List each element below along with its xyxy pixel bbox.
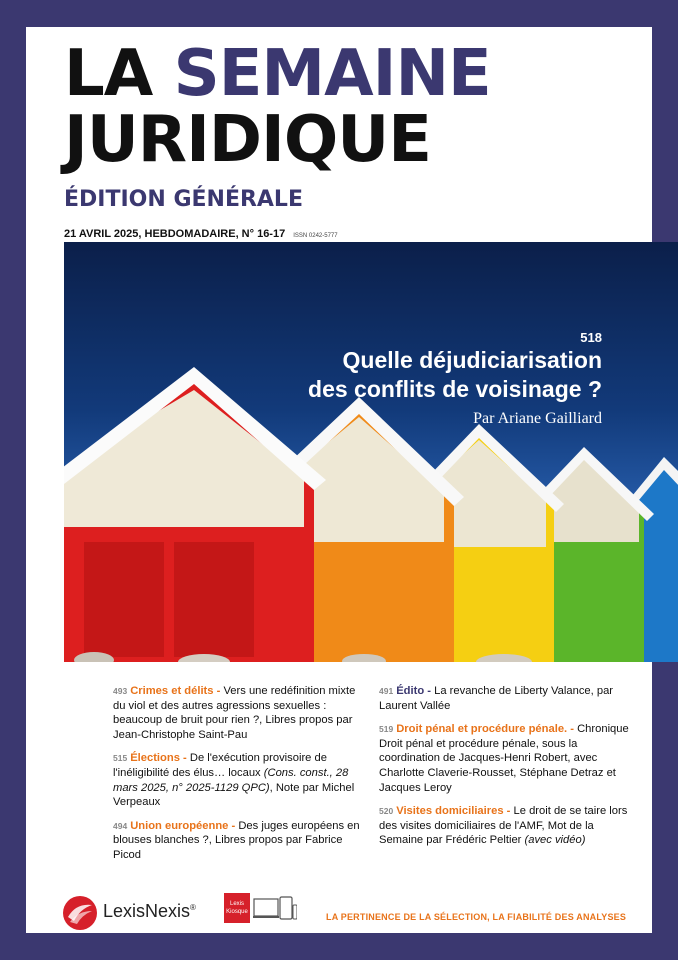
masthead-la: LA	[64, 37, 153, 111]
entry-reference: (Cons. const., 28 mars 2025, n° 2025-1129 QPC)	[113, 766, 349, 794]
entry-rubric: Visites domiciliaires -	[396, 805, 511, 818]
hut-red	[64, 367, 326, 662]
brand-registered: ®	[190, 903, 196, 912]
entry-number: 520	[379, 806, 394, 817]
edition-label: ÉDITION GÉNÉRALE	[64, 187, 303, 212]
masthead-semaine: SEMAINE	[173, 37, 491, 111]
contents-entry	[379, 684, 629, 713]
entry-text: De l'exécution provisoire de l'inéligibilité des élus… locaux	[113, 752, 327, 779]
entry-rubric: Crimes et délits -	[130, 685, 221, 697]
cover-photo	[64, 242, 678, 662]
footer-tagline: LA PERTINENCE DE LA SÉLECTION, LA FIABILITÉ DES ANALYSES	[326, 912, 627, 922]
lexisnexis-wordmark	[103, 901, 196, 922]
lexis-kiosque-badge	[224, 893, 250, 923]
kiosque-line1: Lexis	[229, 901, 244, 907]
masthead-juridique: JURIDIQUE	[64, 103, 431, 177]
lexisnexis-logo-icon	[62, 895, 98, 931]
cover-story-author: Par Ariane Gailliard	[473, 410, 602, 427]
entry-number: 491	[379, 686, 394, 696]
cover-title-line1: Quelle déjudiciarisation	[342, 347, 602, 373]
contents-entry	[113, 684, 365, 742]
entry-text: Vers une redéfinition mixte du viol et des autres agressions sexuelles : beaucoup de bruit pour rien ?, Libres propos par Jean-Christophe Saint-Pau	[113, 685, 356, 741]
entry-rubric: Édito -	[396, 685, 431, 697]
entry-number: 515	[113, 753, 128, 764]
contents-entry	[113, 751, 365, 809]
contents-entry	[379, 804, 629, 848]
entry-rubric: Élections -	[130, 752, 187, 765]
kiosque-line2: Kiosque	[226, 909, 248, 915]
entry-note: (avec vidéo)	[524, 834, 586, 847]
entry-number: 519	[379, 724, 394, 735]
entry-number: 494	[113, 820, 128, 831]
entry-text: La revanche de Liberty Valance, par Laurent Vallée	[379, 685, 614, 712]
entry-text: Chronique Droit pénal et procédure pénale, sous la coordination de Jacques-Henri Robert, avec Charlotte Claverie-Rousset, Stéphane Detraz et Jacques Leroy	[379, 723, 629, 794]
devices-icon	[253, 896, 297, 924]
contents-entry	[113, 819, 365, 863]
issn: ISSN 0242-5777	[293, 233, 338, 239]
entry-text-tail: , Note par Michel Verpeaux	[113, 781, 355, 809]
dateline	[64, 228, 338, 240]
cover-title-line2: des conflits de voisinage ?	[308, 376, 602, 402]
masthead-line1	[64, 39, 491, 109]
entry-text: Des juges européens en blouses blanches ?, Libres propos par Fabrice Picod	[113, 819, 360, 861]
cover-story-title	[308, 346, 602, 404]
beach-huts-illustration	[64, 242, 678, 662]
entry-rubric: Droit pénal et procédure pénale. -	[396, 723, 574, 736]
entry-number: 493	[113, 686, 128, 696]
brand-name: LexisNexis	[103, 901, 191, 921]
contents-left-column	[113, 684, 365, 872]
cover-story-number: 518	[580, 330, 602, 345]
entry-rubric: Union européenne -	[130, 819, 236, 832]
contents-right-column	[379, 684, 629, 857]
entry-text: Le droit de se taire lors des visites domiciliaires de l'AMF, Mot de la Semaine par Frédéric Peltier	[379, 805, 628, 847]
date-issue: 21 AVRIL 2025, HEBDOMADAIRE, N° 16-17	[64, 228, 286, 240]
contents-entry	[379, 722, 629, 795]
